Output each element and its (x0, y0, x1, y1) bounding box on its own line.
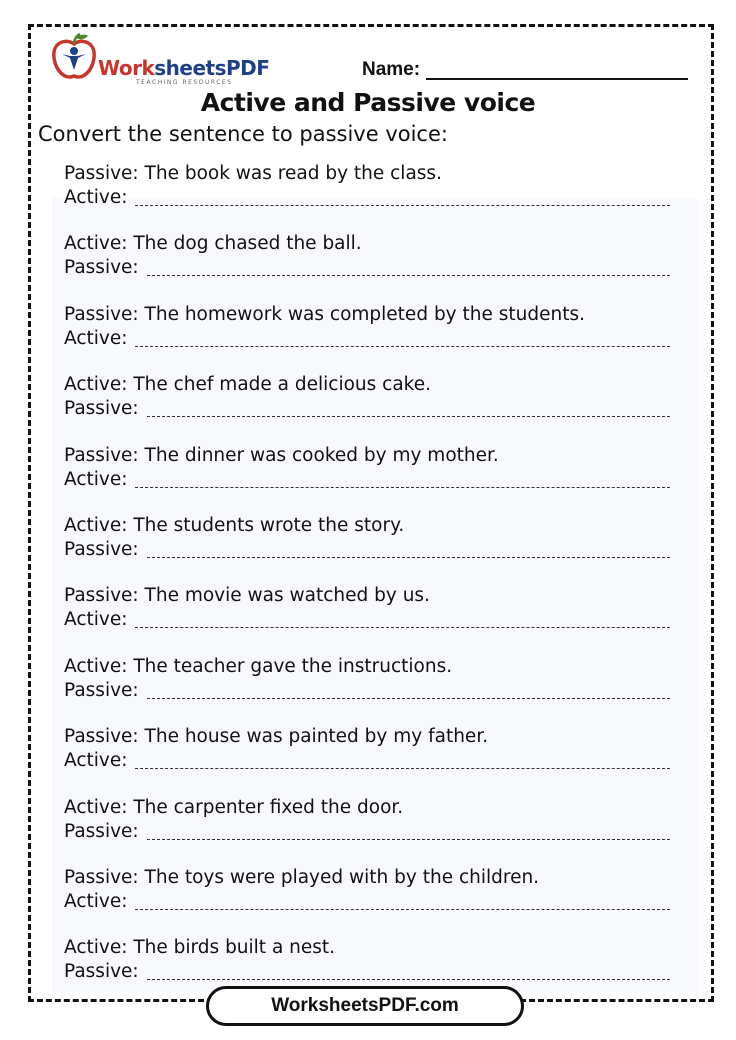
footer-site-badge: WorksheetsPDF.com (206, 986, 524, 1026)
given-sentence-text: The book was read by the class. (138, 163, 442, 184)
answer-row (64, 888, 670, 912)
given-sentence-text: The movie was watched by us. (138, 585, 430, 607)
answer-blank[interactable] (147, 416, 670, 417)
given-voice-label: Active: (64, 655, 128, 677)
answer-row (64, 254, 670, 278)
answer-row (64, 536, 670, 560)
answer-row (64, 606, 670, 630)
answer-row (64, 958, 670, 982)
instruction-text: Convert the sentence to passive voice: (38, 122, 448, 146)
answer-blank[interactable] (135, 205, 670, 206)
answer-voice-label: Active: (64, 891, 128, 912)
given-sentence (64, 934, 670, 958)
given-voice-label: Passive: (64, 867, 139, 888)
exercise-item (64, 230, 670, 280)
answer-voice-label: Passive: (64, 679, 139, 701)
given-sentence (64, 653, 670, 677)
answer-blank[interactable] (147, 839, 670, 840)
given-sentence (64, 864, 670, 888)
exercise-item (64, 723, 670, 773)
answer-blank[interactable] (135, 768, 670, 769)
given-sentence-text: The dinner was cooked by my mother. (138, 444, 499, 466)
given-voice-label: Passive: (64, 303, 139, 325)
exercise-item (64, 582, 670, 632)
answer-voice-label: Active: (64, 327, 128, 349)
given-sentence (64, 723, 670, 747)
given-sentence (64, 371, 670, 395)
given-sentence (64, 160, 670, 184)
answer-blank[interactable] (135, 627, 670, 628)
given-sentence-text: The toys were played with by the children. (138, 867, 540, 888)
exercise-item (64, 512, 670, 562)
exercise-item (64, 160, 670, 210)
name-field[interactable] (426, 78, 688, 80)
answer-voice-label: Active: (64, 750, 128, 772)
given-sentence-text: The birds built a nest. (127, 937, 336, 959)
exercise-item (64, 301, 670, 351)
answer-voice-label: Active: (64, 468, 128, 490)
given-voice-label: Passive: (64, 726, 139, 748)
answer-blank[interactable] (147, 979, 670, 980)
given-sentence (64, 301, 670, 325)
given-voice-label: Active: (64, 374, 128, 396)
given-sentence (64, 582, 670, 606)
answer-voice-label: Passive: (64, 398, 139, 420)
page-title: Active and Passive voice (200, 88, 536, 117)
answer-blank[interactable] (135, 487, 670, 488)
given-voice-label: Active: (64, 515, 128, 536)
exercise-item (64, 371, 670, 421)
given-voice-label: Active: (64, 937, 128, 959)
given-sentence-text: The chef made a delicious cake. (127, 374, 431, 396)
apple-icon (48, 32, 100, 84)
answer-blank[interactable] (147, 698, 670, 699)
given-sentence (64, 512, 670, 536)
answer-voice-label: Passive: (64, 539, 139, 560)
exercise-item (64, 653, 670, 703)
answer-row (64, 677, 670, 701)
answer-row (64, 818, 670, 842)
answer-voice-label: Passive: (64, 257, 139, 279)
given-sentence (64, 230, 670, 254)
answer-voice-label: Passive: (64, 961, 139, 983)
answer-voice-label: Active: (64, 187, 128, 208)
given-voice-label: Passive: (64, 163, 139, 184)
logo-wordmark: WorksheetsPDF (98, 56, 270, 80)
given-sentence-text: The house was painted by my father. (138, 726, 489, 748)
answer-blank[interactable] (147, 557, 670, 558)
exercise-item (64, 442, 670, 492)
given-sentence-text: The carpenter fixed the door. (127, 796, 404, 818)
answer-row (64, 325, 670, 349)
answer-blank[interactable] (135, 346, 670, 347)
answer-voice-label: Active: (64, 609, 128, 631)
exercise-item (64, 794, 670, 844)
given-sentence (64, 794, 670, 818)
given-voice-label: Active: (64, 233, 128, 255)
answer-blank[interactable] (135, 909, 670, 910)
given-voice-label: Passive: (64, 585, 139, 607)
answer-row (64, 747, 670, 771)
given-sentence-text: The homework was completed by the students. (138, 303, 585, 325)
given-voice-label: Passive: (64, 444, 139, 466)
exercise-item (64, 864, 670, 914)
given-sentence-text: The teacher gave the instructions. (127, 655, 453, 677)
exercise-item (64, 934, 670, 984)
answer-row (64, 184, 670, 208)
answer-voice-label: Passive: (64, 820, 139, 842)
name-label: Name: (362, 59, 421, 80)
given-voice-label: Active: (64, 796, 128, 818)
given-sentence-text: The dog chased the ball. (127, 233, 362, 255)
given-sentence (64, 442, 670, 466)
logo-tagline: TEACHING RESOURCES (136, 79, 233, 86)
answer-row (64, 466, 670, 490)
brand-logo (48, 32, 270, 88)
answer-blank[interactable] (147, 275, 670, 276)
answer-row (64, 395, 670, 419)
given-sentence-text: The students wrote the story. (127, 515, 405, 536)
